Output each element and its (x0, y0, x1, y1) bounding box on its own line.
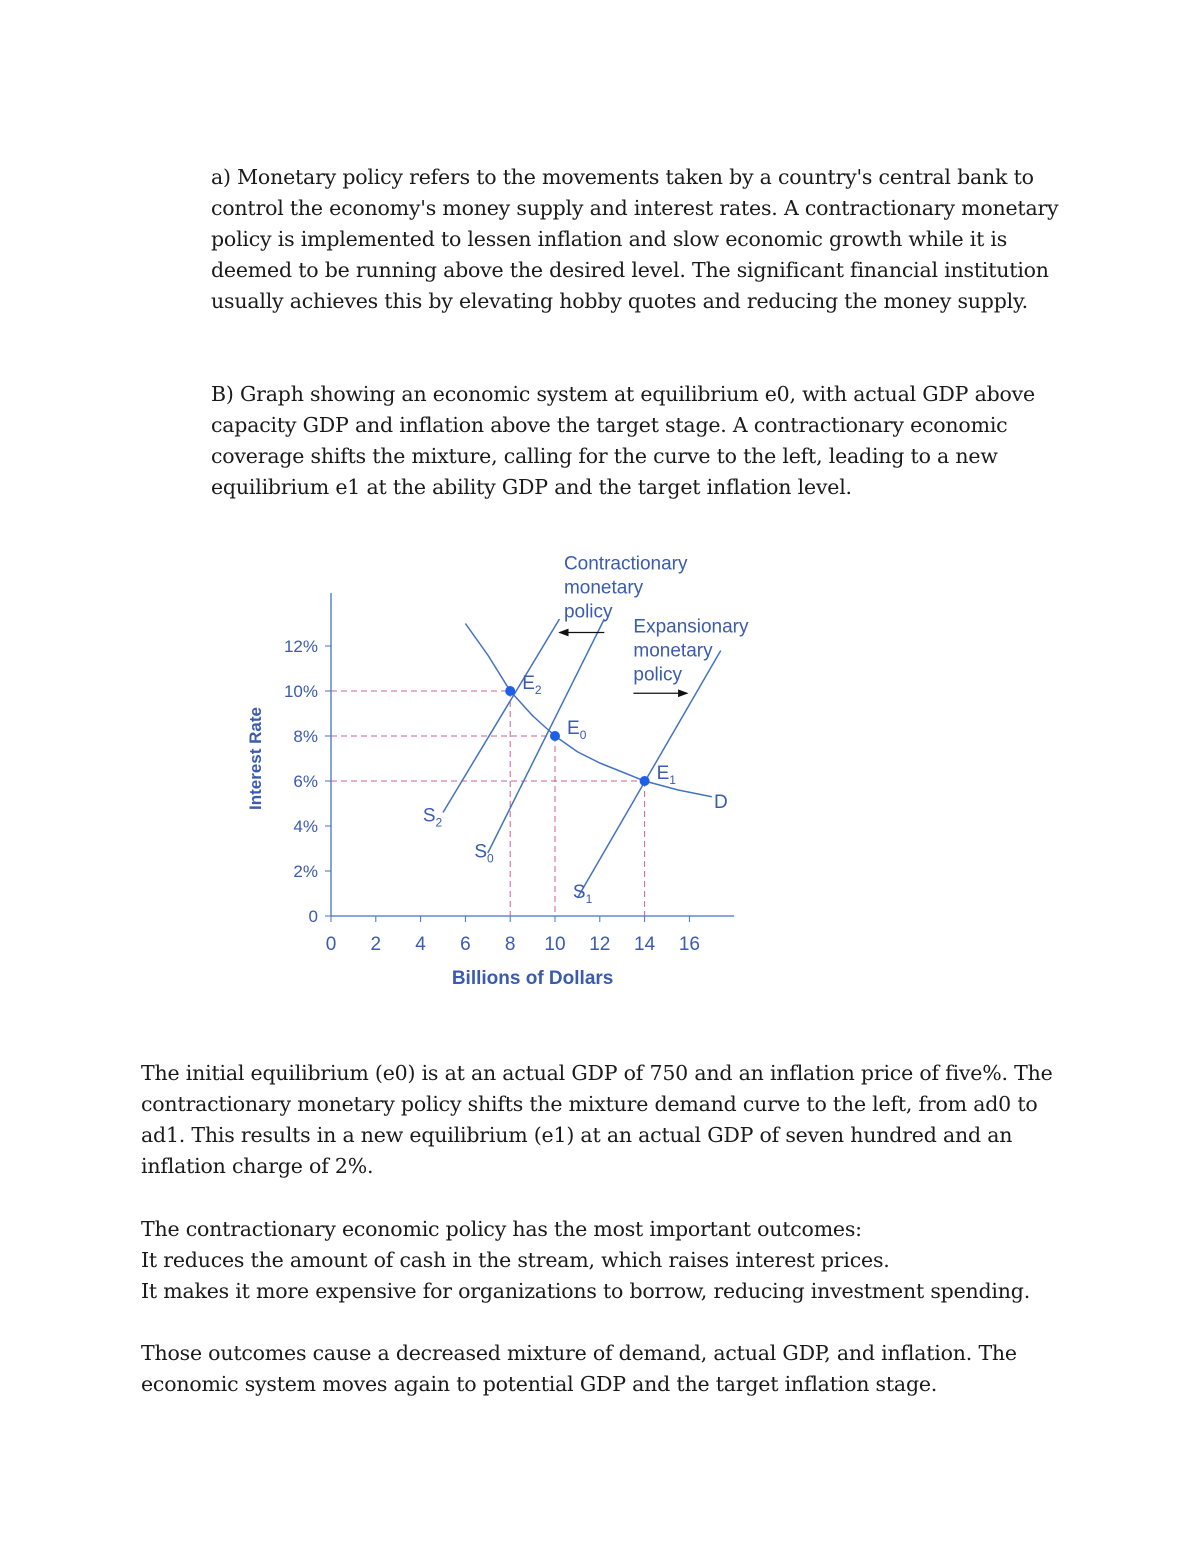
expansionary-annotation-line: Expansionary (633, 616, 749, 638)
x-tick-label: 14 (634, 934, 656, 955)
curve-label-d: D (714, 792, 728, 813)
paragraph-c: The initial equilibrium (e0) is at an actual GDP of 750 and an inflation price of five%. The contractionary monetary policy shifts the mixture demand curve to the left, from ad0 to ad1. This results in a new equilibrium (e1) at an actual GDP of seven hundred and an inflation charge of 2%. (141, 1060, 1053, 1178)
x-tick-label: 10 (544, 934, 566, 955)
y-tick-label: 2% (293, 862, 318, 881)
monetary-policy-chart (230, 540, 790, 1000)
equilibrium-label-e0: $E_0$ (567, 718, 587, 742)
paragraph-b: B) Graph showing an economic system at equilibrium e0, with actual GDP above capacity GDP and inflation above the target stage. A contractionary economic coverage shifts the mixture, calling for the curve to the left, leading to a new equilibrium e1 at the ability GDP and the target inflation level. (211, 381, 1035, 499)
y-tick-label: 0 (308, 907, 318, 926)
paragraph-a: a) Monetary policy refers to the movements taken by a country's central bank to control the economy's money supply and interest rates. A contractionary monetary policy is implemented to lessen inflation and slow economic growth while it is deemed to be running above the desired level. The significant financial institution usually achieves this by elevating hobby quotes and reducing the money supply. (211, 164, 1059, 313)
x-tick-label: 16 (678, 934, 700, 955)
y-tick-label: 12% (283, 637, 318, 656)
expansionary-annotation-line: policy (633, 664, 682, 686)
expansionary-annotation-line: monetary (633, 640, 713, 662)
x-tick-label: 2 (370, 934, 382, 955)
y-tick-label: 8% (293, 727, 318, 746)
curve-s2 (443, 619, 559, 813)
equilibrium-label-e1: $E_1$ (656, 763, 676, 787)
x-tick-label: 0 (325, 934, 337, 955)
paragraph-d: The contractionary economic policy has the most important outcomes: It reduces the amount of cash in the stream, which raises interest prices. It makes it more expensive for organizations to borrow, reducing investment spending. (141, 1216, 1031, 1303)
paragraph-e: Those outcomes cause a decreased mixture of demand, actual GDP, and inflation. The economic system moves again to potential GDP and the target inflation stage. (141, 1340, 1017, 1396)
x-axis-title: Billions of Dollars (451, 968, 614, 989)
x-tick-label: 12 (589, 934, 611, 955)
y-tick-label: 6% (293, 772, 318, 791)
curve-label-s2: $S_2$ (422, 805, 443, 830)
curve-label-s0: $S_0$ (474, 841, 494, 866)
y-tick-label: 4% (293, 817, 318, 836)
x-tick-label: 8 (504, 934, 516, 955)
equilibrium-label-e2: $E_2$ (522, 673, 542, 697)
y-axis-title: Interest Rate (246, 707, 265, 810)
x-tick-label: 6 (460, 934, 471, 955)
curve-s1 (577, 651, 720, 899)
contractionary-annotation-line: monetary (563, 577, 644, 599)
equilibrium-point-e0 (550, 731, 560, 741)
x-tick-label: 4 (415, 934, 426, 955)
y-tick-label: 10% (283, 682, 318, 701)
equilibrium-point-e2 (505, 686, 515, 696)
equilibrium-point-e1 (640, 776, 650, 786)
contractionary-annotation-line: policy (563, 601, 613, 623)
curve-label-s1: $S_1$ (572, 882, 593, 906)
contractionary-annotation-line: Contractionary (563, 553, 688, 575)
